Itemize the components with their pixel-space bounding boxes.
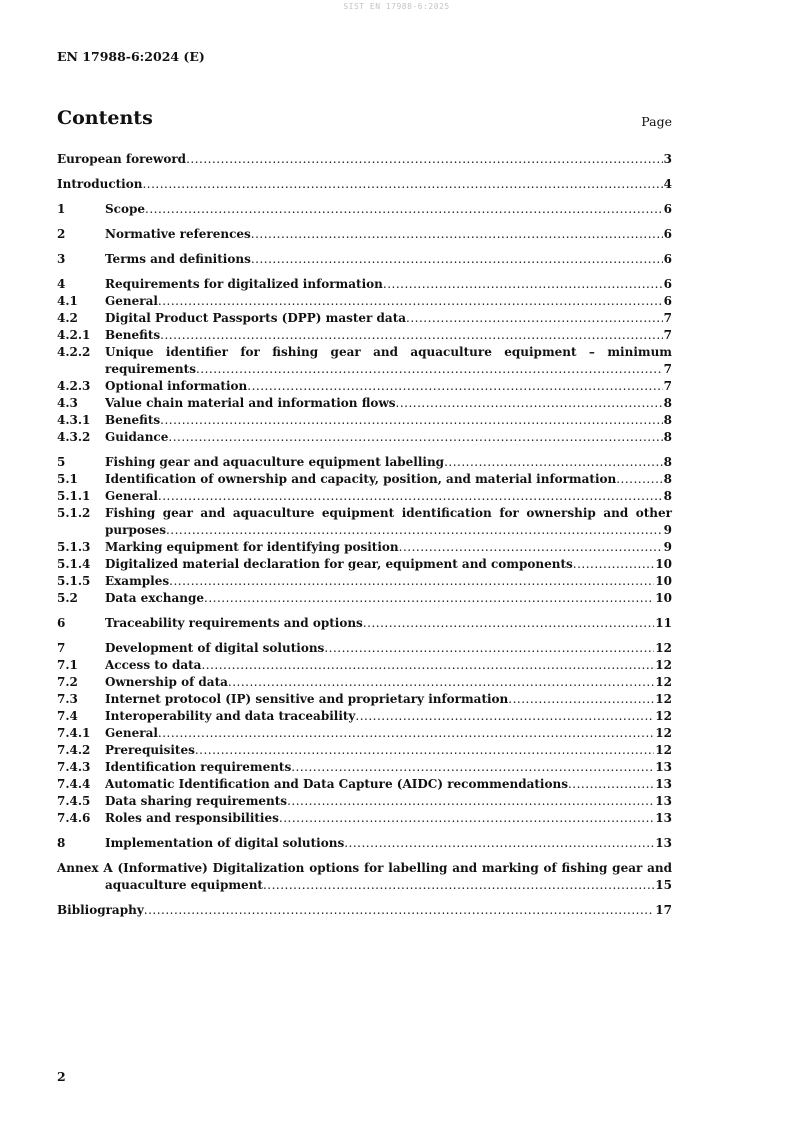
toc-entry-6[interactable] xyxy=(57,615,672,632)
toc-entry-7-4-5[interactable] xyxy=(57,793,672,810)
toc-title-line1: Unique identifier for fishing gear and aquaculture equipment – minimum xyxy=(105,345,672,359)
toc-entry-4-2-3[interactable] xyxy=(57,378,672,395)
toc-page: 10 xyxy=(655,557,672,571)
toc-entry-7-4-4[interactable] xyxy=(57,776,672,793)
toc-number: 5.1.1 xyxy=(57,489,91,503)
toc-page: 3 xyxy=(663,152,672,166)
toc-page: 9 xyxy=(663,540,672,554)
toc-entry-5-1-4[interactable] xyxy=(57,556,672,573)
toc-page: 13 xyxy=(655,836,672,850)
toc-title: Guidance ..... xyxy=(105,429,663,446)
page-number: 2 xyxy=(57,1069,66,1084)
toc-title: Interoperability and data traceability ..... xyxy=(105,708,654,725)
toc-page: 12 xyxy=(655,658,672,672)
toc-number: 8 xyxy=(57,836,66,850)
toc-page: 12 xyxy=(655,743,672,757)
toc-page: 9 xyxy=(663,523,672,537)
toc-title: Ownership of data ..... xyxy=(105,674,654,691)
toc-number: 7.3 xyxy=(57,692,78,706)
toc-entry-4-2-2[interactable] xyxy=(57,344,672,378)
toc-title: Digital Product Passports (DPP) master data ..... xyxy=(105,310,663,327)
toc-page: 13 xyxy=(655,760,672,774)
toc-number: 5.1 xyxy=(57,472,78,486)
toc-entry-7-3[interactable] xyxy=(57,691,672,708)
toc-entry-7[interactable] xyxy=(57,640,672,657)
page-column-heading: Page xyxy=(641,114,672,129)
toc-number: 4.2.1 xyxy=(57,328,91,342)
toc-number: 5.1.5 xyxy=(57,574,91,588)
document-id: EN 17988-6:2024 (E) xyxy=(57,49,205,64)
toc-entry-7-4-6[interactable] xyxy=(57,810,672,827)
toc-entry-5-1-1[interactable] xyxy=(57,488,672,505)
toc-title: Examples ..... xyxy=(105,573,654,590)
toc-entry-5-2[interactable] xyxy=(57,590,672,607)
toc-number: 5.1.4 xyxy=(57,557,91,571)
toc-title: Scope ..... xyxy=(105,201,663,218)
toc-number: 4 xyxy=(57,277,66,291)
watermark: SIST EN 17988-6:2025 xyxy=(343,2,450,11)
toc-page: 12 xyxy=(655,726,672,740)
toc-number: 7 xyxy=(57,641,66,655)
toc-page: 8 xyxy=(663,489,672,503)
toc-number: 7.4.1 xyxy=(57,726,91,740)
toc-number: 7.4.5 xyxy=(57,794,91,808)
toc-title: Benefits ..... xyxy=(105,412,663,429)
toc-entry-4-3-2[interactable] xyxy=(57,429,672,446)
toc-page: 8 xyxy=(663,413,672,427)
toc-entry-5[interactable] xyxy=(57,454,672,471)
toc-number: 5.2 xyxy=(57,591,78,605)
toc-title: Bibliography ..... xyxy=(57,902,654,919)
toc-title: Roles and responsibilities ..... xyxy=(105,810,654,827)
toc-number: 4.2.3 xyxy=(57,379,91,393)
toc-title: Optional information ..... xyxy=(105,378,663,395)
toc-page: 17 xyxy=(655,903,672,917)
toc-title: Terms and definitions ..... xyxy=(105,251,663,268)
toc-title: Marking equipment for identifying position ..... xyxy=(105,539,663,556)
toc-entry-4-3-1[interactable] xyxy=(57,412,672,429)
toc-entry-4-2[interactable] xyxy=(57,310,672,327)
toc-entry-introduction[interactable] xyxy=(57,176,672,193)
toc-title: Requirements for digitalized information ..... xyxy=(105,276,663,293)
toc-page: 8 xyxy=(663,396,672,410)
toc-page: 12 xyxy=(655,675,672,689)
toc-number: 1 xyxy=(57,202,66,216)
toc-number: 4.3.2 xyxy=(57,430,91,444)
toc-entry-7-1[interactable] xyxy=(57,657,672,674)
toc-number: 7.4.6 xyxy=(57,811,91,825)
toc-number: 7.4.2 xyxy=(57,743,91,757)
toc-title: Benefits ..... xyxy=(105,327,663,344)
toc-entry-4-1[interactable] xyxy=(57,293,672,310)
toc-page: 6 xyxy=(663,252,672,266)
toc-entry-foreword[interactable] xyxy=(57,151,672,168)
toc-title-line1: Fishing gear and aquaculture equipment identification for ownership and other xyxy=(105,506,672,520)
toc-page: 12 xyxy=(655,641,672,655)
toc-title: Access to data ..... xyxy=(105,657,654,674)
toc-entry-4[interactable] xyxy=(57,276,672,293)
toc-number: 3 xyxy=(57,252,66,266)
toc-entry-8[interactable] xyxy=(57,835,672,852)
toc-title: Normative references ..... xyxy=(105,226,663,243)
toc-number: 4.1 xyxy=(57,294,78,308)
toc-title: Introduction ..... xyxy=(57,176,663,193)
toc-number: 7.4.4 xyxy=(57,777,91,791)
toc-entry-4-3[interactable] xyxy=(57,395,672,412)
toc-entry-7-4[interactable] xyxy=(57,708,672,725)
toc-number: 4.2.2 xyxy=(57,345,91,359)
toc-page: 13 xyxy=(655,811,672,825)
toc-number: 7.2 xyxy=(57,675,78,689)
toc-title: Implementation of digital solutions ..... xyxy=(105,835,654,852)
toc-number: 6 xyxy=(57,616,66,630)
toc-entry-5-1-5[interactable] xyxy=(57,573,672,590)
table-of-contents xyxy=(57,151,672,919)
toc-number: 7.4.3 xyxy=(57,760,91,774)
toc-page: 6 xyxy=(663,202,672,216)
toc-entry-1[interactable] xyxy=(57,201,672,218)
toc-page: 6 xyxy=(663,294,672,308)
toc-page: 10 xyxy=(655,574,672,588)
toc-page: 7 xyxy=(663,379,672,393)
toc-page: 13 xyxy=(655,777,672,791)
toc-title-line2: purposes ..... xyxy=(105,522,663,539)
toc-title: General ..... xyxy=(105,293,663,310)
toc-title: Value chain material and information flows ..... xyxy=(105,395,663,412)
toc-title: Prerequisites ..... xyxy=(105,742,654,759)
contents-heading: Contents xyxy=(57,107,153,129)
toc-title: Data sharing requirements ..... xyxy=(105,793,654,810)
toc-page: 7 xyxy=(663,311,672,325)
toc-number: 5 xyxy=(57,455,66,469)
toc-number: 7.1 xyxy=(57,658,78,672)
toc-entry-4-2-1[interactable] xyxy=(57,327,672,344)
toc-number: 7.4 xyxy=(57,709,78,723)
toc-number: 5.1.3 xyxy=(57,540,91,554)
toc-title-line2: requirements ..... xyxy=(105,361,663,378)
toc-page: 12 xyxy=(655,692,672,706)
toc-page: 13 xyxy=(655,794,672,808)
toc-number: 4.3 xyxy=(57,396,78,410)
toc-title: Development of digital solutions ..... xyxy=(105,640,654,657)
toc-entry-7-4-2[interactable] xyxy=(57,742,672,759)
toc-entry-3[interactable] xyxy=(57,251,672,268)
toc-title: Internet protocol (IP) sensitive and proprietary information ..... xyxy=(105,691,654,708)
toc-entry-5-1[interactable] xyxy=(57,471,672,488)
toc-entry-bibliography[interactable] xyxy=(57,902,672,919)
toc-page: 12 xyxy=(655,709,672,723)
toc-entry-7-4-3[interactable] xyxy=(57,759,672,776)
toc-page: 10 xyxy=(655,591,672,605)
toc-title: Fishing gear and aquaculture equipment labelling ..... xyxy=(105,454,663,471)
toc-page: 6 xyxy=(663,227,672,241)
toc-title: Identification of ownership and capacity, position, and material information ..... xyxy=(105,471,663,488)
toc-number: 5.1.2 xyxy=(57,506,91,520)
toc-page: 11 xyxy=(655,616,672,630)
toc-title: General ..... xyxy=(105,488,663,505)
toc-title: European foreword ..... xyxy=(57,151,663,168)
toc-page: 8 xyxy=(663,430,672,444)
toc-entry-7-4-1[interactable] xyxy=(57,725,672,742)
toc-title: General ..... xyxy=(105,725,654,742)
toc-page: 7 xyxy=(663,328,672,342)
toc-number: 4.2 xyxy=(57,311,78,325)
toc-page: 8 xyxy=(663,455,672,469)
toc-number: 2 xyxy=(57,227,66,241)
toc-page: 8 xyxy=(663,472,672,486)
toc-number: 4.3.1 xyxy=(57,413,91,427)
toc-page: 15 xyxy=(655,878,672,892)
toc-title-line1: Annex A (Informative) Digitalization options for labelling and marking of fishing gear and xyxy=(57,861,672,875)
toc-title: Digitalized material declaration for gear, equipment and components ..... xyxy=(105,556,654,573)
toc-entry-5-1-3[interactable] xyxy=(57,539,672,556)
toc-title: Traceability requirements and options ..... xyxy=(105,615,654,632)
toc-title: Data exchange ..... xyxy=(105,590,654,607)
toc-title-line2: aquaculture equipment ..... xyxy=(105,877,654,894)
toc-entry-5-1-2[interactable] xyxy=(57,505,672,539)
toc-title: Identification requirements ..... xyxy=(105,759,654,776)
toc-entry-2[interactable] xyxy=(57,226,672,243)
toc-page: 6 xyxy=(663,277,672,291)
toc-page: 4 xyxy=(663,177,672,191)
toc-entry-annex-a[interactable] xyxy=(57,860,672,894)
toc-entry-7-2[interactable] xyxy=(57,674,672,691)
toc-title: Automatic Identification and Data Capture (AIDC) recommendations ..... xyxy=(105,776,654,793)
toc-page: 7 xyxy=(663,362,672,376)
